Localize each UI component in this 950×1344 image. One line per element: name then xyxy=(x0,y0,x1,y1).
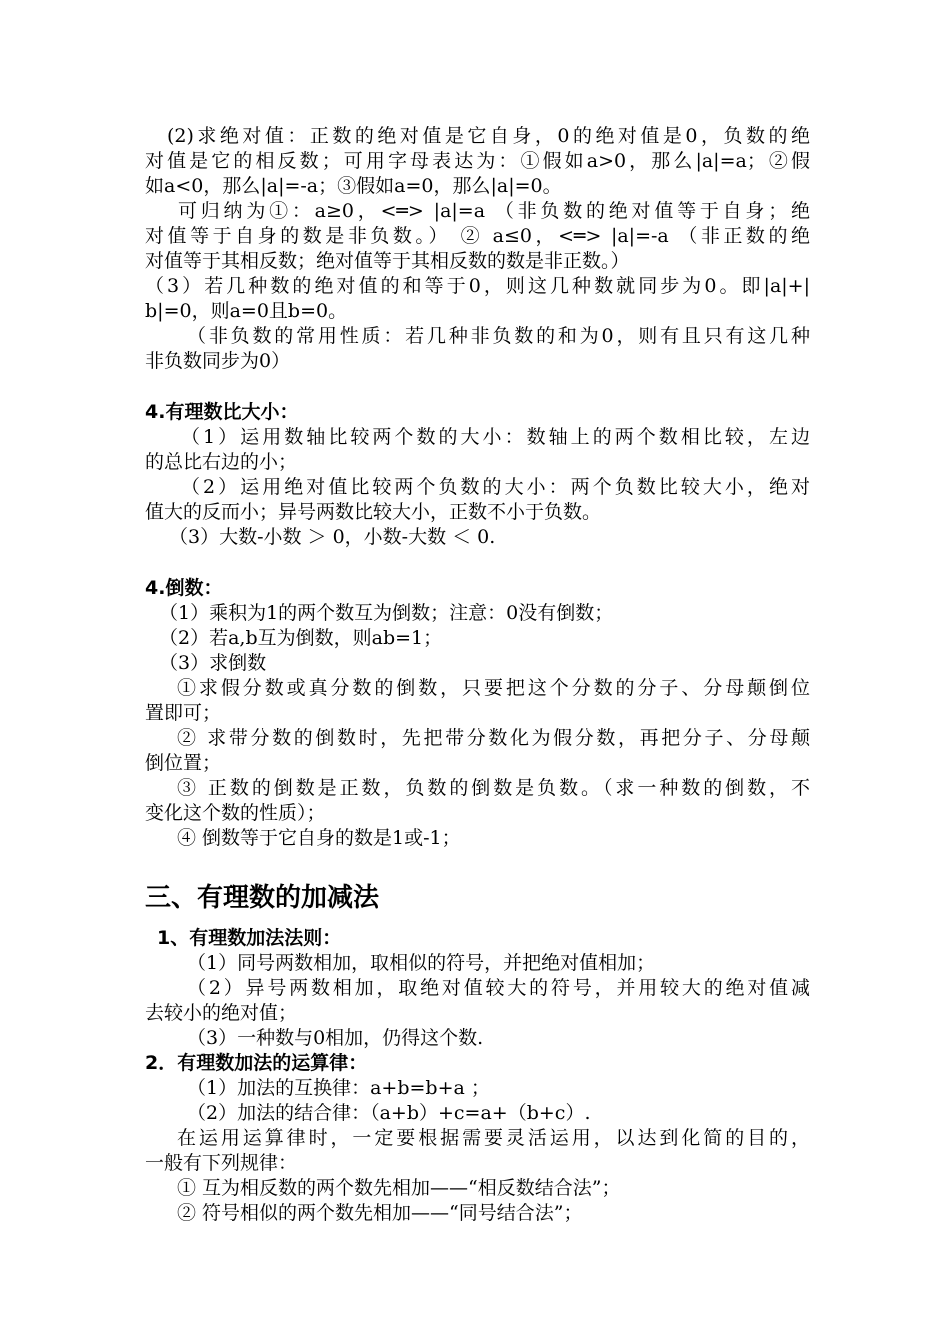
text-line: ② 求带分数的倒数时，先把带分数化为假分数，再把分子、分母颠 xyxy=(177,727,810,749)
text-line: 变化这个数的性质）； xyxy=(145,802,326,824)
text-line: 非负数同步为0） xyxy=(145,350,291,372)
text-line: （2）异号两数相加，取绝对值较大的符号，并用较大的绝对值减 xyxy=(187,977,810,999)
text-line: （非负数的常用性质：若几种非负数的和为0，则有且只有这几种 xyxy=(187,325,810,347)
text-line: ④ 倒数等于它自身的数是1或-1； xyxy=(177,827,461,849)
text-line: 可归纳为①：a≥0，<═> |a|=a （非负数的绝对值等于自身；绝 xyxy=(178,200,810,222)
text-line: 倒位置； xyxy=(145,752,222,774)
text-line: （1）运用数轴比较两个数的大小：数轴上的两个数相比较，左边 xyxy=(181,426,810,448)
text-line: （3）一种数与0相加，仍得这个数. xyxy=(187,1027,484,1049)
text-line: 一般有下列规律： xyxy=(145,1152,298,1174)
section-heading: 1、有理数加法法则： xyxy=(157,927,342,949)
text-line: 在运用运算律时，一定要根据需要灵活运用，以达到化简的目的， xyxy=(177,1127,810,1149)
text-line: 的总比右边的小； xyxy=(145,451,298,473)
text-line: 置即可； xyxy=(145,702,222,724)
chapter-heading: 三、有理数的加减法 xyxy=(145,883,380,913)
text-line: （3）若几种数的绝对值的和等于0，则这几种数就同步为0。即|a|+| xyxy=(145,275,810,297)
text-line: ①求假分数或真分数的倒数，只要把这个分数的分子、分母颠倒位 xyxy=(177,677,810,699)
text-line: （1）加法的互换律：a+b=b+a ； xyxy=(187,1077,490,1099)
text-line: 如a<0，那么|a|=-a；③假如a=0，那么|a|=0。 xyxy=(145,175,562,197)
text-line: （1）同号两数相加，取相似的符号，并把绝对值相加； xyxy=(187,952,656,974)
text-line: (2)求绝对值：正数的绝对值是它自身，0的绝对值是0，负数的绝 xyxy=(167,125,810,147)
text-line: （2）加法的结合律：（a+b）+c=a+（b+c）. xyxy=(187,1102,591,1124)
text-line: （2）运用绝对值比较两个负数的大小：两个负数比较大小，绝对 xyxy=(181,476,810,498)
section-heading: 4.倒数： xyxy=(145,577,223,599)
text-line: （1）乘积为1的两个数互为倒数；注意：0没有倒数； xyxy=(159,602,614,624)
text-line: 对值是它的相反数；可用字母表达为：①假如a>0，那么|a|=a；②假 xyxy=(145,150,810,172)
text-line: ③ 正数的倒数是正数，负数的倒数是负数。（求一种数的倒数，不 xyxy=(177,777,810,799)
text-line: 对值等于其相反数；绝对值等于其相反数的数是非正数。） xyxy=(145,250,630,272)
text-line: 去较小的绝对值； xyxy=(145,1002,298,1024)
text-line: ② 符号相似的两个数先相加——“同号结合法”； xyxy=(177,1202,583,1224)
section-heading: 2．有理数加法的运算律： xyxy=(145,1052,368,1074)
text-line: （2）若a,b互为倒数，则ab=1； xyxy=(159,627,443,649)
text-line: ① 互为相反数的两个数先相加——“相反数结合法”； xyxy=(177,1177,621,1199)
text-line: 对值等于自身的数是非负数。） ② a≤0，<═> |a|=-a （非正数的绝 xyxy=(145,225,810,247)
text-line: b|=0，则a=0且b=0。 xyxy=(145,300,348,322)
section-heading: 4.有理数比大小： xyxy=(145,401,299,423)
text-line: （3）求倒数 xyxy=(159,652,267,674)
text-line: 值大的反而小；异号两数比较大小，正数不小于负数。 xyxy=(145,501,602,523)
text-line: （3）大数-小数 ＞ 0，小数-大数 ＜ 0. xyxy=(169,526,496,548)
